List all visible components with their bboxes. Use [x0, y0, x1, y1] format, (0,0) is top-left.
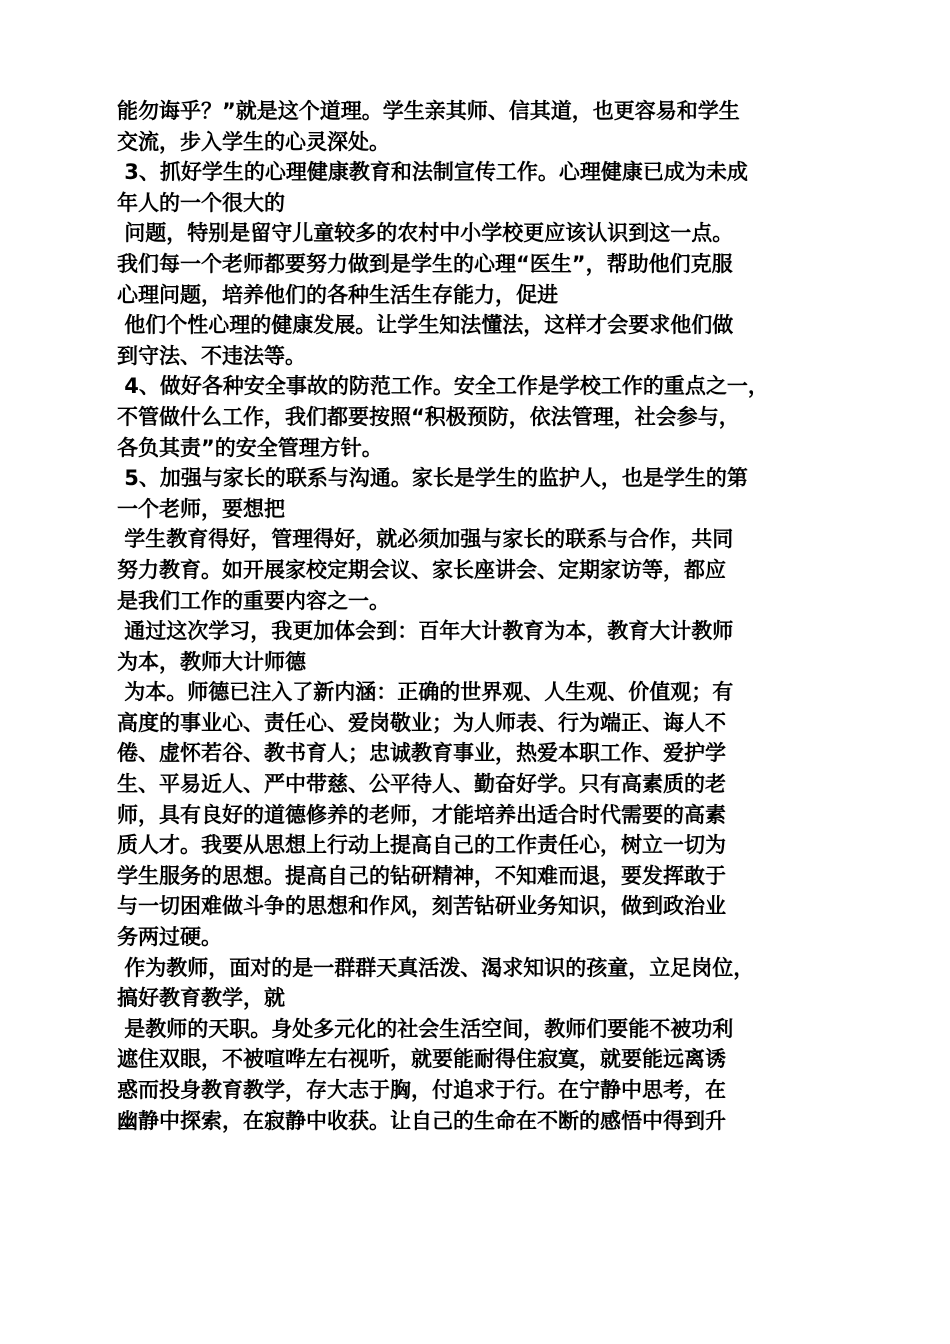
text-line: 质人才。我要从思想上行动上提高自己的工作责任心，树立一切为 — [117, 833, 726, 858]
text-line: 学生服务的思想。提高自己的钻研精神，不知难而退，要发挥敢于 — [117, 863, 726, 888]
text-line: 是我们工作的重要内容之一。 — [117, 588, 390, 613]
document-body-text — [117, 96, 857, 1136]
text-line: 学生教育得好，管理得好，就必须加强与家长的联系与合作，共同 — [117, 527, 734, 552]
text-line: 倦、虚怀若谷、教书育人；忠诚教育事业，热爱本职工作、爱护学 — [117, 741, 726, 766]
text-line: 遮住双眼，不被喧哗左右视听，就要能耐得住寂寞，就要能远离诱 — [117, 1047, 726, 1072]
text-line: 5、加强与家长的联系与沟通。家长是学生的监护人，也是学生的第 — [117, 466, 748, 491]
text-line: 与一切困难做斗争的思想和作风，刻苦钻研业务知识，做到政治业 — [117, 894, 726, 919]
text-line: 为本，教师大计师德 — [117, 649, 306, 674]
text-line: 是教师的天职。身处多元化的社会生活空间，教师们要能不被功利 — [117, 1016, 734, 1041]
text-line: 一个老师，要想把 — [117, 496, 285, 521]
text-line: 年人的一个很大的 — [117, 190, 285, 215]
text-line: 不管做什么工作，我们都要按照“积极预防，依法管理，社会参与， — [117, 404, 740, 429]
text-line: 高度的事业心、责任心、爱岗敬业；为人师表、行为端正、诲人不 — [117, 710, 726, 735]
text-line: 问题，特别是留守儿童较多的农村中小学校更应该认识到这一点。 — [117, 221, 734, 246]
text-line: 惑而投身教育教学，存大志于胸，付追求于行。在宁静中思考，在 — [117, 1078, 726, 1102]
text-line: 生、平易近人、严中带慈、公平待人、勤奋好学。只有高素质的老 — [117, 772, 726, 797]
text-line: 我们每一个老师都要努力做到是学生的心理“医生”，帮助他们克服 — [117, 251, 733, 276]
text-line: 为本。师德已注入了新内涵：正确的世界观、人生观、价值观；有 — [117, 680, 734, 705]
text-line: 务两过硬。 — [117, 925, 222, 950]
text-line: 心理问题，培养他们的各种生活生存能力，促进 — [117, 282, 558, 307]
text-line: 3、抓好学生的心理健康教育和法制宣传工作。心理健康已成为未成 — [117, 160, 748, 185]
text-line: 交流，步入学生的心灵深处。 — [117, 129, 390, 154]
text-line: 4、做好各种安全事故的防范工作。安全工作是学校工作的重点之一， — [117, 374, 769, 399]
text-line: 能勿诲乎？”就是这个道理。学生亲其师、信其道，也更容易和学生 — [117, 99, 740, 123]
text-line: 作为教师，面对的是一群群天真活泼、渴求知识的孩童，立足岗位， — [117, 955, 755, 980]
text-line: 各负其责”的安全管理方针。 — [117, 435, 383, 460]
text-line: 师，具有良好的道德修养的老师，才能培养出适合时代需要的高素 — [117, 802, 726, 827]
text-line: 到守法、不违法等。 — [117, 343, 306, 368]
text-line: 幽静中探索，在寂静中收获。让自己的生命在不断的感悟中得到升 — [117, 1108, 726, 1133]
text-line: 通过这次学习，我更加体会到：百年大计教育为本，教育大计教师 — [117, 619, 734, 644]
text-line: 努力教育。如开展家校定期会议、家长座讲会、定期家访等，都应 — [117, 557, 726, 582]
text-line: 他们个性心理的健康发展。让学生知法懂法，这样才会要求他们做 — [117, 313, 734, 338]
text-line: 搞好教育教学，就 — [117, 986, 285, 1011]
